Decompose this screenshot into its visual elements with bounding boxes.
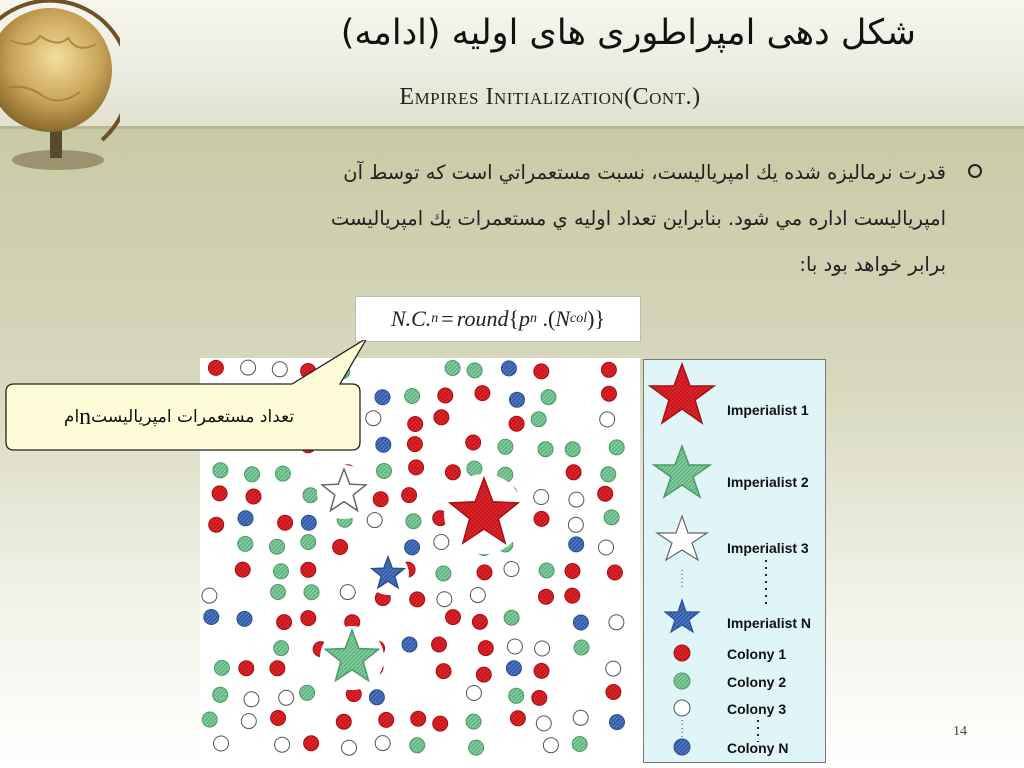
colony-green-dot [572, 737, 587, 752]
colony-red-dot [301, 611, 316, 626]
formula-lhs-sub: n [431, 311, 439, 326]
colony-red-dot [466, 435, 481, 450]
colony-white-dot [275, 737, 290, 752]
colony-blue-dot [501, 361, 516, 376]
colony-green-dot [469, 740, 484, 755]
formula-n: N [555, 306, 571, 331]
legend-label-imperialist-3: Imperialist 3 [727, 540, 809, 556]
colony-green-dot [539, 563, 554, 578]
colony-red-dot [476, 667, 491, 682]
formula-func: round [456, 306, 509, 331]
colony-green-dot [213, 463, 228, 478]
colony-red-dot [411, 711, 426, 726]
colony-blue-dot [376, 437, 391, 452]
colony-white-dot [437, 592, 452, 607]
legend-label-colony-3: Colony 3 [727, 701, 787, 717]
colony-white-dot [434, 535, 449, 550]
bullet-line: امپرياليست اداره مي شود. بنابراين تعداد اوليه ي مستعمرات يك امپرياليست [330, 207, 946, 230]
colony-red-dot [509, 416, 524, 431]
colony-red-dot [336, 714, 351, 729]
colony-green-dot [213, 687, 228, 702]
callout-text-persian: تعداد مستعمرات امپریالیست [91, 407, 295, 427]
colony-red-dot [601, 362, 616, 377]
legend-star-white-icon [657, 516, 707, 560]
legend-label-colony-1: Colony 1 [727, 646, 787, 662]
colony-blue-dot [402, 637, 417, 652]
colony-white-dot [375, 736, 390, 751]
colony-red-dot [565, 564, 580, 579]
colony-white-dot [536, 716, 551, 731]
colony-green-dot [531, 412, 546, 427]
colony-red-dot [566, 465, 581, 480]
colony-red-dot [409, 460, 424, 475]
colony-red-dot [407, 437, 422, 452]
colony-white-dot [599, 540, 614, 555]
legend-star-blue-icon [665, 600, 699, 632]
slide-title-persian: شکل دهی امپراطوری های اولیه (ادامه) [340, 13, 916, 53]
legend-star-green-icon [654, 446, 710, 497]
callout-text [6, 386, 352, 448]
colony-red-dot [565, 588, 580, 603]
colony-green-dot [301, 535, 316, 550]
colony-red-dot [534, 364, 549, 379]
colony-white-dot [367, 513, 382, 528]
colony-green-dot [377, 464, 392, 479]
colony-blue-dot [405, 540, 420, 555]
colony-red-dot [436, 664, 451, 679]
colony-blue-dot [510, 392, 525, 407]
formula-p: p [519, 306, 531, 331]
colony-red-dot [433, 716, 448, 731]
colony-white-dot [279, 690, 294, 705]
colony-white-dot [340, 585, 355, 600]
colony-red-dot [539, 589, 554, 604]
colony-red-dot [333, 540, 348, 555]
colony-green-dot [565, 442, 580, 457]
colony-white-dot [470, 588, 485, 603]
colony-blue-dot [204, 610, 219, 625]
formula-p-sub: n [530, 311, 538, 326]
colony-green-dot [406, 514, 421, 529]
colony-green-dot [410, 738, 425, 753]
colony-red-dot [408, 417, 423, 432]
callout-text-suffix: ام [63, 407, 80, 427]
colony-green-dot [509, 688, 524, 703]
colony-green-dot [445, 361, 460, 376]
colony-green-dot [271, 585, 286, 600]
colony-white-dot [466, 686, 481, 701]
colony-green-dot [604, 510, 619, 525]
colony-red-dot [534, 511, 549, 526]
colony-white-dot [244, 692, 259, 707]
colony-red-dot [235, 562, 250, 577]
colony-white-dot [202, 588, 217, 603]
colony-green-dot [467, 461, 482, 476]
colony-white-dot [241, 714, 256, 729]
colony-white-dot [342, 740, 357, 755]
colony-white-dot [569, 492, 584, 507]
colony-green-dot [467, 363, 482, 378]
colony-blue-dot [369, 690, 384, 705]
colony-white-dot [573, 710, 588, 725]
colony-green-dot [609, 440, 624, 455]
legend-circle-white-icon [674, 700, 690, 716]
formula-box: N.C. n = round { p n .( N col )} [355, 296, 641, 342]
colony-green-dot [275, 466, 290, 481]
colony-red-dot [534, 663, 549, 678]
colony-red-dot [301, 562, 316, 577]
colony-white-dot [606, 661, 621, 676]
legend-panel [643, 359, 826, 763]
colony-blue-dot [301, 515, 316, 530]
colony-green-dot [436, 566, 451, 581]
colony-green-dot [304, 585, 319, 600]
callout-text-n: n [79, 403, 92, 430]
colony-green-dot [274, 564, 289, 579]
colony-white-dot [600, 412, 615, 427]
colony-blue-dot [610, 715, 625, 730]
colony-red-dot [607, 565, 622, 580]
colony-red-dot [477, 565, 492, 580]
colony-red-dot [532, 690, 547, 705]
colony-green-dot [270, 539, 285, 554]
bullet-line: قدرت نرماليزه شده يك امپرياليست، نسبت مستعمراتي است كه توسط آن [343, 161, 946, 184]
colony-green-dot [238, 536, 253, 551]
colony-green-dot [504, 610, 519, 625]
colony-red-dot [434, 410, 449, 425]
legend-label-colony-2: Colony 2 [727, 674, 787, 690]
colony-red-dot [602, 386, 617, 401]
colony-red-dot [270, 661, 285, 676]
colony-red-dot [432, 637, 447, 652]
colony-green-dot [541, 390, 556, 405]
legend-label-imperialist-2: Imperialist 2 [727, 474, 809, 490]
colony-red-dot [278, 515, 293, 530]
page-number: 14 [953, 724, 967, 739]
colony-red-dot [246, 489, 261, 504]
colony-red-dot [510, 711, 525, 726]
colony-white-dot [507, 639, 522, 654]
legend-label-imperialist-1: Imperialist 1 [727, 402, 809, 418]
colony-blue-dot [569, 537, 584, 552]
legend-circle-green-icon [674, 673, 690, 689]
colony-red-dot [379, 712, 394, 727]
colony-red-dot [472, 614, 487, 629]
colony-red-dot [209, 517, 224, 532]
formula-n-sub: col [570, 311, 588, 326]
colony-red-dot [212, 486, 227, 501]
colony-green-dot [300, 685, 315, 700]
colony-red-dot [402, 488, 417, 503]
legend-label-colony-n: Colony N [727, 740, 789, 756]
colony-red-dot [373, 492, 388, 507]
colony-blue-dot [375, 390, 390, 405]
colony-green-dot [574, 640, 589, 655]
colony-blue-dot [506, 661, 521, 676]
colony-red-dot [304, 736, 319, 751]
bullet-paragraph [96, 150, 946, 288]
colony-green-dot [245, 467, 260, 482]
colony-white-dot [543, 738, 558, 753]
colony-green-dot [538, 442, 553, 457]
colony-red-dot [239, 661, 254, 676]
formula-equals: = [441, 306, 454, 331]
legend-star-red-icon [650, 364, 714, 423]
colony-green-dot [466, 714, 481, 729]
colony-white-dot [568, 517, 583, 532]
colony-green-dot [202, 712, 217, 727]
colony-green-dot [405, 389, 420, 404]
legend-label-imperialist-n: Imperialist N [727, 615, 812, 631]
colony-white-dot [214, 736, 229, 751]
colony-red-dot [438, 388, 453, 403]
colony-red-dot [445, 465, 460, 480]
colony-red-dot [598, 486, 613, 501]
colony-green-dot [274, 641, 289, 656]
colony-green-dot [601, 467, 616, 482]
title-divider [0, 126, 1024, 129]
colony-blue-dot [238, 511, 253, 526]
colony-red-dot [446, 610, 461, 625]
colony-white-dot [504, 562, 519, 577]
slide-title-english: Empires Initialization(Cont.) [399, 84, 701, 110]
colony-white-dot [534, 490, 549, 505]
formula-lhs: N.C. [390, 306, 432, 331]
colony-green-dot [498, 439, 513, 454]
colony-blue-dot [573, 615, 588, 630]
colony-red-dot [271, 711, 286, 726]
colony-white-dot [535, 641, 550, 656]
legend-circle-blue-icon [674, 739, 690, 755]
colony-blue-dot [237, 611, 252, 626]
colony-white-dot [609, 615, 624, 630]
legend-circle-red-icon [674, 645, 690, 661]
colony-green-dot [214, 660, 229, 675]
colony-red-dot [475, 386, 490, 401]
colony-red-dot [478, 641, 493, 656]
colony-red-dot [606, 685, 621, 700]
colony-red-dot [410, 592, 425, 607]
bullet-circle-icon [968, 164, 982, 178]
colony-red-dot [277, 615, 292, 630]
colony-green-dot [303, 488, 318, 503]
bullet-line: برابر خواهد بود با: [799, 253, 946, 276]
